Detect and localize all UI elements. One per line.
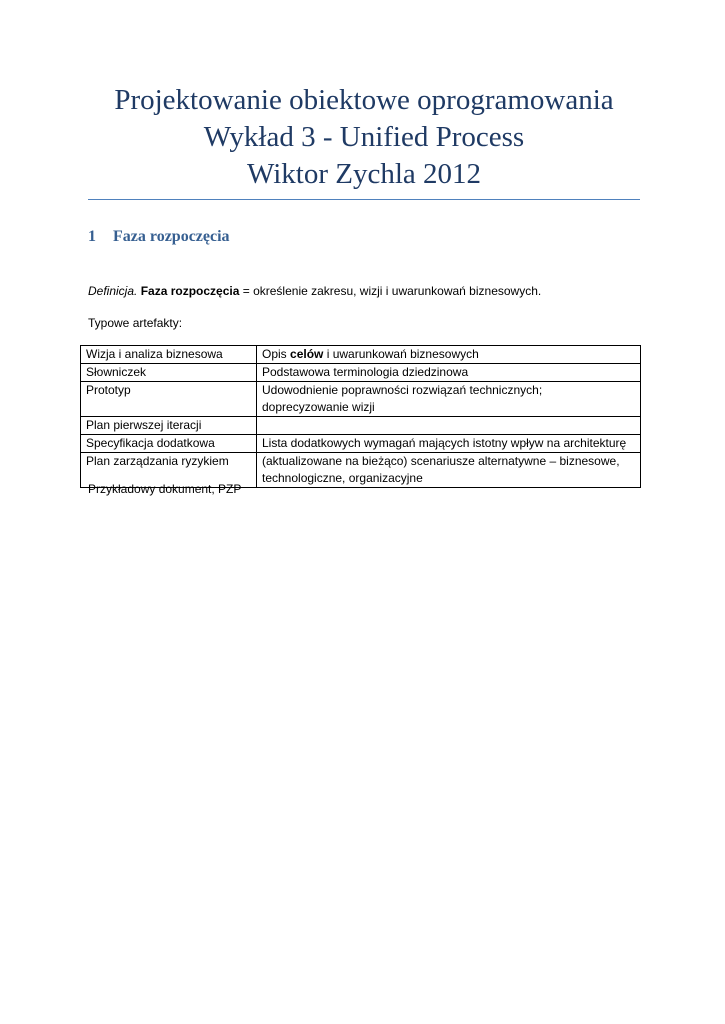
table-row [81, 364, 641, 382]
definition-paragraph [88, 284, 541, 298]
example-document-note: Przykładowy dokument, PZP [88, 482, 242, 496]
description-text: i uwarunkowań biznesowych [323, 347, 479, 361]
table-row [81, 346, 641, 364]
artifact-name: Plan zarządzania ryzykiem [81, 453, 257, 488]
artifacts-intro: Typowe artefakty: [88, 316, 183, 330]
table-row [81, 435, 641, 453]
artifact-name: Wizja i analiza biznesowa [81, 346, 257, 364]
description-line: (aktualizowane na bieżąco) scenariusze alternatywne – biznesowe, [262, 454, 620, 468]
title-line-1: Projektowanie obiektowe oprogramowania [114, 84, 614, 116]
table-row [81, 417, 641, 435]
artifact-name: Specyfikacja dodatkowa [81, 435, 257, 453]
document-title [88, 82, 640, 193]
definition-text: = określenie zakresu, wizji i uwarunkowań biznesowych. [239, 284, 542, 298]
table-row [81, 382, 641, 417]
definition-term: Faza rozpoczęcia [140, 284, 240, 298]
artifact-description [257, 453, 641, 488]
artifact-description: Lista dodatkowych wymagań mających istotny wpływ na architekturę [257, 435, 641, 453]
definition-label: Definicja. [88, 284, 138, 298]
artifact-name: Prototyp [81, 382, 257, 417]
section-title: Faza rozpoczęcia [113, 228, 230, 245]
artifact-description [257, 417, 641, 435]
artifact-description [257, 346, 641, 364]
title-divider [88, 199, 640, 200]
section-heading [88, 228, 230, 246]
artifact-name: Plan pierwszej iteracji [81, 417, 257, 435]
description-bold-text: celów [290, 347, 324, 361]
description-line: doprecyzowanie wizji [262, 400, 375, 414]
section-number: 1 [88, 228, 96, 245]
description-line: technologiczne, organizacyjne [262, 471, 423, 485]
description-text: Opis [262, 347, 291, 361]
artifact-name: Słowniczek [81, 364, 257, 382]
artifacts-table [80, 345, 641, 488]
artifact-description [257, 382, 641, 417]
title-line-2: Wykład 3 - Unified Process [203, 121, 525, 153]
artifact-description: Podstawowa terminologia dziedzinowa [257, 364, 641, 382]
title-line-3: Wiktor Zychla 2012 [247, 158, 481, 190]
description-line: Udowodnienie poprawności rozwiązań technicznych; [262, 383, 543, 397]
